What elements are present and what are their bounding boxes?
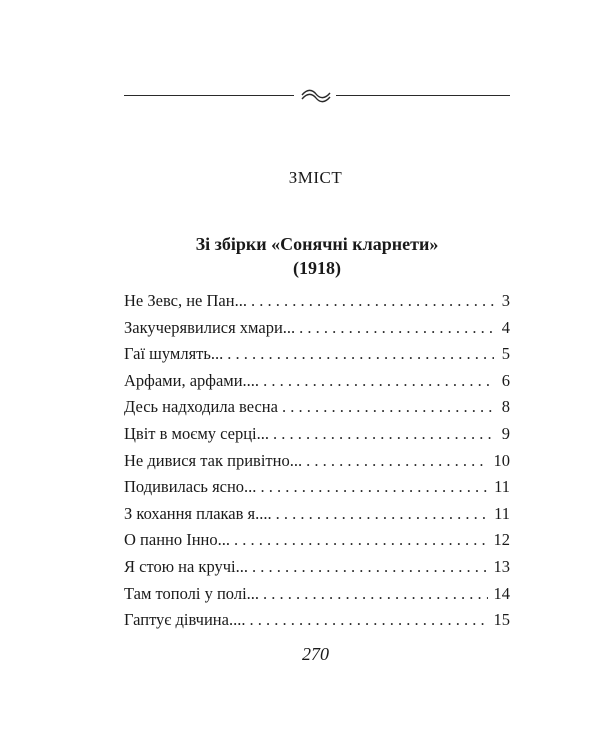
dot-leader	[276, 501, 488, 528]
dot-leader	[306, 448, 487, 475]
toc-entry-page: 6	[501, 370, 510, 390]
toc-entry-page: 14	[493, 583, 510, 603]
toc-entry[interactable]	[124, 368, 510, 395]
toc-entry-page: 9	[501, 423, 510, 443]
toc-entry[interactable]	[124, 581, 510, 608]
toc-entry[interactable]	[124, 394, 510, 421]
dot-leader	[273, 421, 494, 448]
dot-leader	[282, 394, 494, 421]
tilde-swirl-icon	[300, 88, 332, 104]
toc-entry[interactable]	[124, 501, 510, 528]
toc-entry[interactable]	[124, 527, 510, 554]
toc-list	[124, 288, 510, 634]
toc-entry-page: 4	[501, 317, 510, 337]
ornament-rule-right	[336, 95, 510, 96]
toc-entry[interactable]	[124, 315, 510, 342]
toc-entry-page: 11	[494, 503, 510, 523]
toc-entry-title: Подивилась ясно...	[124, 477, 257, 497]
toc-entry-page: 12	[493, 530, 510, 550]
toc-entry-page: 11	[494, 477, 510, 497]
toc-entry-title: Цвіт в моєму серці...	[124, 423, 270, 443]
toc-entry[interactable]	[124, 421, 510, 448]
toc-entry-title: З кохання плакав я....	[124, 503, 272, 523]
dot-leader	[227, 341, 494, 368]
section-title-line: Зі збірки «Сонячні кларнети»	[195, 234, 439, 254]
dot-leader	[249, 607, 487, 634]
toc-entry-title: Не дивися так привітно...	[124, 450, 303, 470]
dot-leader	[251, 288, 494, 315]
ornament-rule-left	[124, 95, 294, 96]
dot-leader	[260, 474, 488, 501]
toc-entry-page: 10	[493, 450, 510, 470]
dot-leader	[263, 368, 494, 395]
header-ornament	[124, 86, 510, 106]
dot-leader	[252, 554, 488, 581]
dot-leader	[299, 315, 494, 342]
toc-heading: ЗМІСТ	[288, 168, 343, 187]
toc-entry-title: Закучерявилися хмари...	[124, 317, 296, 337]
toc-entry-page: 13	[493, 556, 510, 576]
dot-leader	[234, 527, 487, 554]
toc-entry-page: 3	[501, 291, 510, 310]
toc-entry-title: О панно Інно...	[124, 530, 231, 550]
toc-entry-title: Гаптує дівчина....	[124, 610, 246, 630]
toc-entry-title: Не Зевс, не Пан...	[124, 291, 247, 310]
dot-leader	[263, 581, 487, 608]
section-year: (1918)	[293, 258, 341, 278]
toc-entry-title: Гаї шумлять...	[124, 344, 224, 364]
toc-entry-title: Там тополі у полі...	[124, 583, 260, 603]
toc-entry-page: 5	[501, 344, 510, 364]
toc-entry[interactable]	[124, 474, 510, 501]
toc-entry[interactable]	[124, 341, 510, 368]
section-title	[0, 232, 591, 280]
toc-entry-title: Я стою на кручі...	[124, 556, 248, 576]
toc-entry[interactable]	[124, 448, 510, 475]
toc-entry-page: 15	[493, 610, 510, 630]
toc-entry[interactable]	[124, 288, 510, 315]
page-number: 270	[302, 644, 329, 664]
toc-entry[interactable]	[124, 607, 510, 634]
toc-entry-title: Арфами, арфами....	[124, 370, 260, 390]
toc-entry-title: Десь надходила весна	[124, 397, 278, 417]
toc-entry[interactable]	[124, 554, 510, 581]
toc-entry-page: 8	[501, 397, 510, 417]
